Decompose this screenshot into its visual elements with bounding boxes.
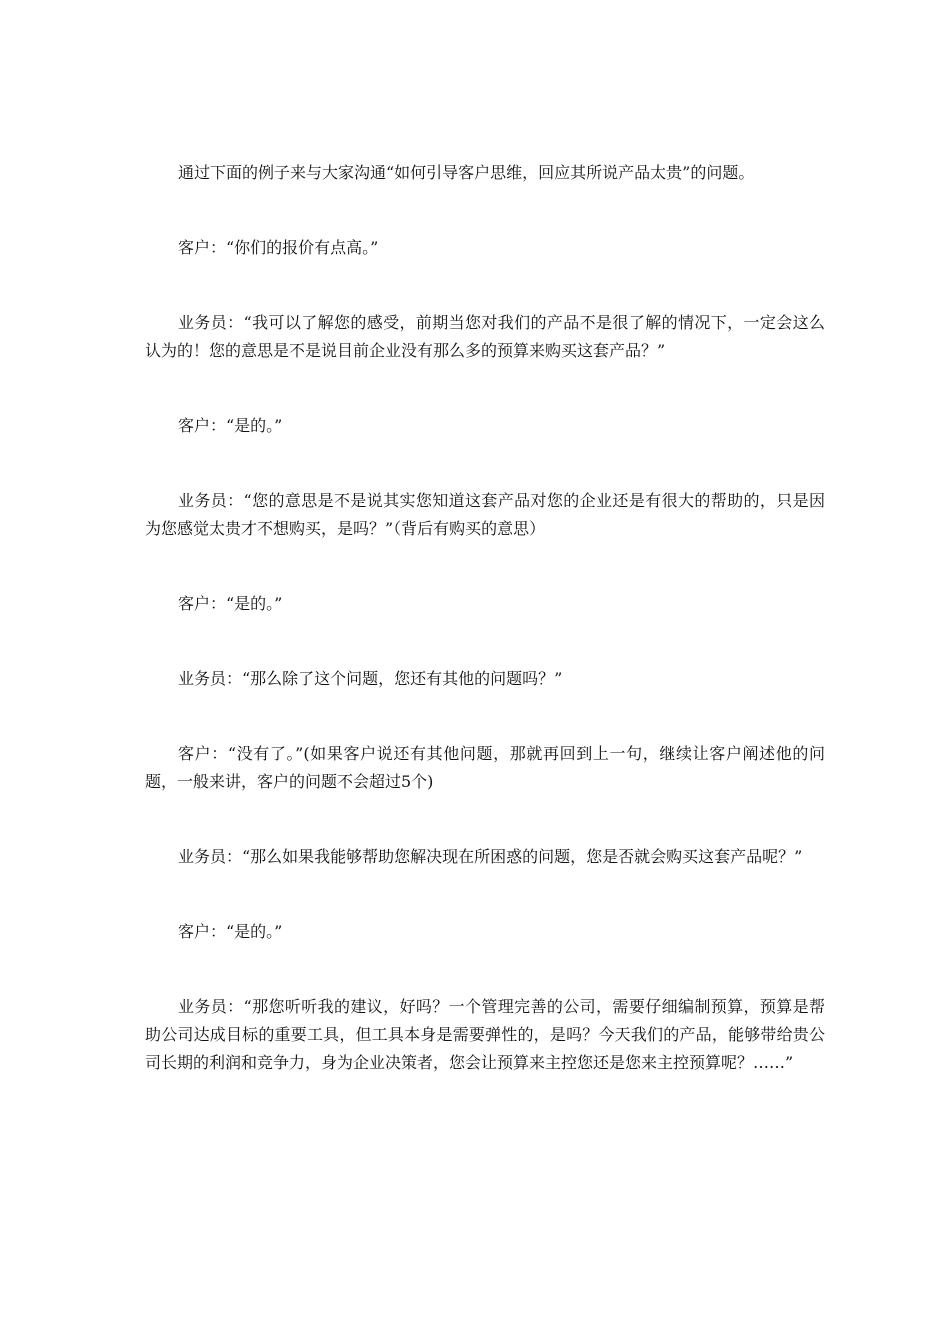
paragraph-salesperson-1: 业务员：“我可以了解您的感受，前期当您对我们的产品不是很了解的情况下，一定会这么认为的！您的意思是不是说目前企业没有那么多的预算来购买这套产品？” (145, 313, 825, 360)
paragraph-salesperson-5: 业务员：“那您听听我的建议，好吗？一个管理完善的公司，需要仔细编制预算，预算是帮助公司达成目标的重要工具，但工具本身是需要弹性的，是吗？今天我们的产品，能够带给贵公司长期的利润和竞争力，身为企业决策者，您会让预算来主控您还是您来主控预算呢？……” (145, 997, 825, 1072)
paragraph-customer-2: 客户：“是的。” (178, 416, 283, 435)
paragraph-customer-3: 客户：“是的。” (178, 594, 283, 613)
paragraph-customer-5: 客户：“是的。” (178, 922, 283, 941)
paragraph-intro: 通过下面的例子来与大家沟通“如何引导客户思维，回应其所说产品太贵”的问题。 (178, 163, 755, 182)
paragraph-salesperson-2: 业务员：“您的意思是不是说其实您知道这套产品对您的企业还是有很大的帮助的，只是因为您感觉太贵才不想购买，是吗？”（背后有购买的意思） (145, 491, 825, 538)
paragraph-customer-1: 客户：“你们的报价有点高。” (178, 238, 379, 257)
paragraph-customer-4: 客户：“没有了。”(如果客户说还有其他问题，那就再回到上一句，继续让客户阐述他的问题，一般来讲，客户的问题不会超过5个) (145, 744, 825, 791)
document-body (145, 159, 825, 1077)
paragraph-salesperson-4: 业务员：“那么如果我能够帮助您解决现在所困惑的问题，您是否就会购买这套产品呢？” (178, 847, 803, 866)
paragraph-salesperson-3: 业务员：“那么除了这个问题，您还有其他的问题吗？” (178, 669, 563, 688)
